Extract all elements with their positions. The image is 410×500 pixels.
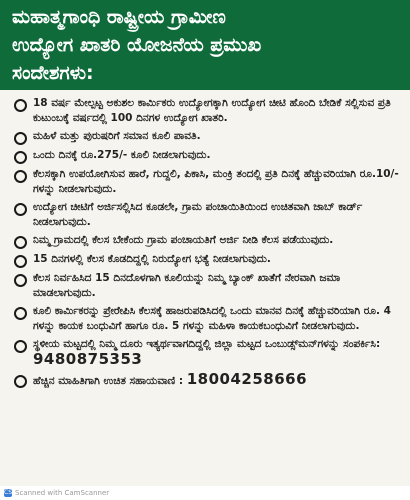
list-item [14,96,400,126]
circle-bullet-icon [14,170,27,183]
circle-bullet-icon [14,274,27,287]
ombudsman-phone: 9480875353 [33,350,143,368]
list-item-text: ಒಂದು ದಿನಕ್ಕೆ ರೂ.275/- ಕೂಲಿ ನೀಡಲಾಗುವುದು. [33,149,211,161]
list-item-text: ಮಹಿಳೆ ಮತ್ತು ಪುರುಷರಿಗೆ ಸಮಾನ ಕೂಲಿ ಪಾವತಿ. [33,130,201,142]
scanner-watermark: Scanned with CamScanner [15,489,110,497]
helpline-text: ಹೆಚ್ಚಿನ ಮಾಹಿತಿಗಾಗಿ ಉಚಿತ ಸಹಾಯವಾಣಿ : [33,375,184,387]
circle-bullet-icon [14,203,27,216]
title-line-1: ಮಹಾತ್ಮಗಾಂಧಿ ರಾಷ್ಟ್ರೀಯ ಗ್ರಾಮೀಣ [12,6,226,28]
list-item-text: ಕೂಲಿ ಕಾರ್ಮಿಕರನ್ನು ಪ್ರೇರೇಪಿಸಿ ಕೆಲಸಕ್ಕೆ ಹಾಜರುಪಡಿಸಿದಲ್ಲಿ ಒಂದು ಮಾನವ ದಿನಕ್ಕೆ ಹೆಚ್ಚುವರಿಯಾಗಿ ರೂ. 4 ಗಳನ್ನು ಕಾಯಕ ಬಂಧುವಿಗೆ ಹಾಗೂ ರೂ. 5 ಗಳನ್ನು ಮಹಿಳಾ ಕಾಯಕಬಂಧುವಿಗೆ ನೀಡಲಾಗುವುದು. [33,305,391,332]
circle-bullet-icon [14,236,27,249]
scanner-footer [0,486,410,500]
list-item-text: 18 ವರ್ಷ ಮೇಲ್ಪಟ್ಟ ಅಕುಶಲ ಕಾರ್ಮಿಕರು ಉದ್ಯೋಗಕ್ಕಾಗಿ ಉದ್ಯೋಗ ಚೀಟಿ ಹೊಂದಿ ಬೇಡಿಕೆ ಸಲ್ಲಿಸುವ ಪ್ರತಿ ಕುಟುಂಬಕ್ಕೆ ವರ್ಷದಲ್ಲಿ 100 ದಿನಗಳ ಉದ್ಯೋಗ ಖಾತರಿ. [33,97,391,124]
list-item [14,129,400,145]
list-item-text: ಉದ್ಯೋಗ ಚೀಟಿಗೆ ಅರ್ಜಿಸಲ್ಲಿಸಿದ ಕೂಡಲೇ, ಗ್ರಾಮ ಪಂಚಾಯಿತಿಯಿಂದ ಉಚಿತವಾಗಿ ಜಾಬ್ ಕಾರ್ಡ್ ನೀಡಲಾಗುವುದು. [33,201,363,228]
poster-header [0,0,410,90]
title-line-3: ಸಂದೇಶಗಳು: [12,62,94,84]
list-item [14,200,400,230]
list-item [14,252,400,268]
ombudsman-text: ಸ್ಥಳೀಯ ಮಟ್ಟದಲ್ಲಿ ನಿಮ್ಮ ದೂರು ಇತ್ಯರ್ಥವಾಗದಿದ್ದಲ್ಲಿ ಜಿಲ್ಲಾ ಮಟ್ಟದ ಒಂಬುಡ್ಸ್‌ಮನ್‌ಗಳನ್ನು ಸಂಪರ್ಕಿಸಿ: [33,338,381,350]
circle-bullet-icon [14,151,27,164]
circle-bullet-icon [14,375,27,388]
list-item [14,167,400,197]
list-item [14,233,400,249]
list-item-helpline [14,372,400,389]
message-list [0,90,410,486]
list-item [14,304,400,334]
list-item-ombudsman [14,337,400,369]
list-item-text [33,372,400,389]
helpline-phone: 18004258666 [186,370,308,388]
title-line-2: ಉದ್ಯೋಗ ಖಾತರಿ ಯೋಜನೆಯ ಪ್ರಮುಖ [12,34,262,56]
circle-bullet-icon [14,132,27,145]
circle-bullet-icon [14,255,27,268]
list-item-text: ಕೆಲಸಕ್ಕಾಗಿ ಉಪಯೋಗಿಸುವ ಹಾರೆ, ಗುದ್ದಲಿ, ಪಿಕಾಸಿ, ಮಂಕ್ರಿ ತಂದಲ್ಲಿ ಪ್ರತಿ ದಿನಕ್ಕೆ ಹೆಚ್ಚುವರಿಯಾಗಿ ರೂ.10/- ಗಳನ್ನು ನೀಡಲಾಗುವುದು. [33,168,399,195]
list-item [14,148,400,164]
circle-bullet-icon [14,307,27,320]
circle-bullet-icon [14,99,27,112]
circle-bullet-icon [14,340,27,353]
list-item-text: 15 ದಿನಗಳಲ್ಲಿ ಕೆಲಸ ಕೊಡದಿದ್ದಲ್ಲಿ ನಿರುದ್ಯೋಗ ಭತ್ಯೆ ನೀಡಲಾಗುವುದು. [33,253,271,265]
list-item-text: ಕೆಲಸ ನಿರ್ವಹಿಸಿದ 15 ದಿನದೊಳಗಾಗಿ ಕೂಲಿಯನ್ನು ನಿಮ್ಮ ಬ್ಯಾಂಕ್ ಖಾತೆಗೆ ನೇರವಾಗಿ ಜಮಾ ಮಾಡಲಾಗುವುದು. [33,272,341,299]
list-item-text [33,337,400,369]
camscanner-logo-icon: CS [4,489,12,496]
list-item [14,271,400,301]
list-item-text: ನಿಮ್ಮ ಗ್ರಾಮದಲ್ಲಿ ಕೆಲಸ ಬೇಕೆಂದು ಗ್ರಾಮ ಪಂಚಾಯತಿಗೆ ಅರ್ಜಿ ನೀಡಿ ಕೆಲಸ ಪಡೆಯುವುದು. [33,234,334,246]
